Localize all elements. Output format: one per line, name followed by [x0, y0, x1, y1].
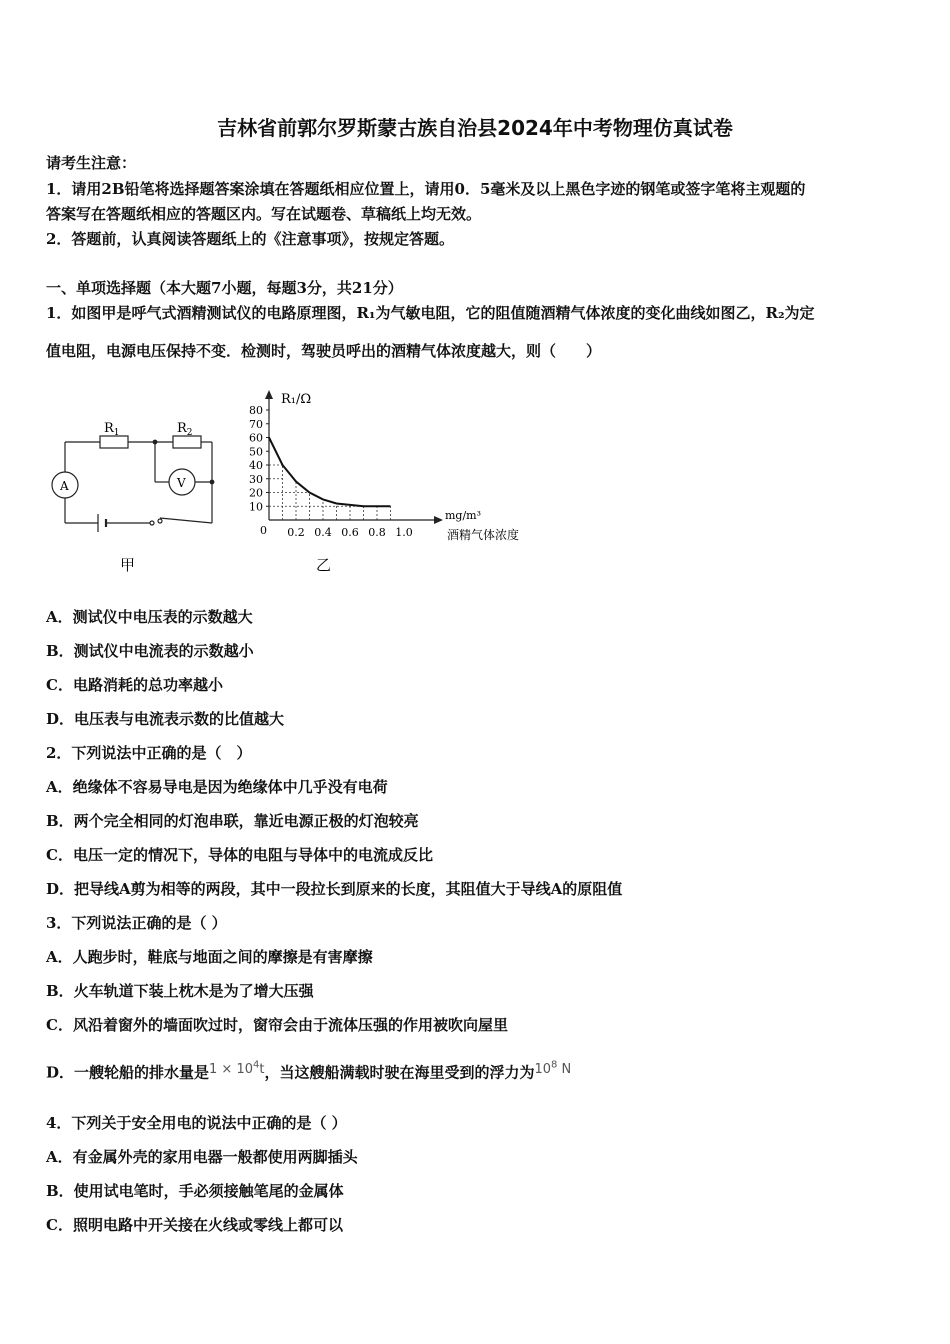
- x-tick-label: 0.6: [341, 526, 359, 539]
- x-axis-arrow: [434, 516, 443, 524]
- r1-label: $R_1$: [104, 421, 120, 438]
- q1-stem-b: 值电阻，电源电压保持不变．检测时，驾驶员呼出的酒精气体浓度越大，则（ ）: [46, 342, 602, 360]
- q2-option-c[interactable]: C．电压一定的情况下，导体的电阻与导体中的电流成反比: [46, 846, 433, 864]
- page-title: 吉林省前郭尔罗斯蒙古族自治县2024年中考物理仿真试卷: [217, 116, 733, 140]
- q3-option-d[interactable]: [46, 1060, 571, 1082]
- y-tick-labels: [249, 404, 269, 513]
- y-tick-label: 10: [249, 500, 263, 514]
- q1-option-b[interactable]: B．测试仪中电流表的示数越小: [46, 642, 254, 660]
- q3-option-b[interactable]: B．火车轨道下装上枕木是为了增大压强: [46, 982, 314, 1000]
- q3-stem: 3．下列说法正确的是（ ）: [46, 914, 227, 932]
- junction-dot: [153, 440, 158, 445]
- x-tick-label: 0.8: [368, 526, 386, 539]
- y-tick-label: 50: [249, 445, 263, 459]
- buoyancy-formula: $10^8$ N: [534, 1060, 572, 1078]
- x-axis-label: 酒精气体浓度: [447, 528, 520, 542]
- q1-figure: [40, 380, 560, 580]
- circuit-diagram: [52, 436, 212, 532]
- y-tick-label: 20: [249, 486, 263, 500]
- origin-label: 0: [260, 524, 267, 537]
- x-tick-label: 1.0: [395, 526, 413, 539]
- q1-stem-a: 1．如图甲是呼气式酒精测试仪的电路原理图，R₁为气敏电阻，它的阻值随酒精气体浓度的变化曲线如图乙，R₂为定: [46, 304, 815, 322]
- q1-option-a[interactable]: A．测试仪中电压表的示数越大: [46, 608, 253, 626]
- q2-stem: 2．下列说法中正确的是（ ）: [46, 744, 252, 762]
- r1-curve: [269, 438, 391, 507]
- q1-option-c[interactable]: C．电路消耗的总功率越小: [46, 676, 223, 694]
- chart-grid: [269, 465, 391, 520]
- resistance-chart: [249, 390, 519, 542]
- q4-option-c[interactable]: C．照明电路中开关接在火线或零线上都可以: [46, 1216, 343, 1234]
- junction-dot-2: [210, 480, 215, 485]
- q3-option-d-text-a: D．一艘轮船的排水量是: [46, 1063, 210, 1082]
- notice-item-2: 2．答题前，认真阅读答题纸上的《注意事项》，按规定答题。: [46, 230, 454, 248]
- x-axis-unit: mg/m³: [445, 509, 482, 522]
- notice-item-1a: 1．请用2B铅笔将选择题答案涂填在答题纸相应位置上，请用0．5毫米及以上黑色字迹的钢笔或签字笔将主观题的: [46, 180, 806, 198]
- displacement-formula: $1 \times 10^4t$: [209, 1060, 265, 1078]
- q3-option-d-text-b: ，当这艘船满载时驶在海里受到的浮力为: [264, 1063, 535, 1082]
- ammeter-label: A: [60, 479, 69, 493]
- switch-contact-left: [150, 521, 154, 525]
- r2-label: $R_2$: [177, 421, 193, 438]
- y-tick-label: 80: [249, 404, 263, 417]
- figure-yi-label: 乙: [316, 556, 332, 574]
- x-tick-label: 0.4: [314, 526, 332, 539]
- section-heading: 一、单项选择题（本大题7小题，每题3分，共21分）: [46, 279, 403, 297]
- q1-option-d[interactable]: D．电压表与电流表示数的比值越大: [46, 710, 285, 728]
- x-tick-labels: [287, 526, 413, 539]
- y-tick-label: 30: [249, 472, 263, 486]
- q3-option-c[interactable]: C．风沿着窗外的墙面吹过时，窗帘会由于流体压强的作用被吹向屋里: [46, 1016, 508, 1034]
- q2-option-d[interactable]: D．把导线A剪为相等的两段，其中一段拉长到原来的长度，其阻值大于导线A的原阻值: [46, 880, 623, 898]
- x-tick-label: 0.2: [287, 526, 305, 539]
- y-tick-label: 40: [249, 459, 263, 472]
- y-axis-arrow: [265, 390, 273, 399]
- q2-option-a[interactable]: A．绝缘体不容易导电是因为绝缘体中几乎没有电荷: [46, 778, 388, 796]
- q4-option-b[interactable]: B．使用试电笔时，手必须接触笔尾的金属体: [46, 1182, 344, 1200]
- y-tick-label: 70: [249, 417, 263, 431]
- q2-option-b[interactable]: B．两个完全相同的灯泡串联，靠近电源正极的灯泡较亮: [46, 812, 419, 830]
- figure-jia-label: 甲: [120, 556, 136, 574]
- notice-heading: 请考生注意：: [46, 154, 137, 172]
- q3-option-a[interactable]: A．人跑步时，鞋底与地面之间的摩擦是有害摩擦: [46, 948, 373, 966]
- y-tick-label: 60: [249, 431, 263, 445]
- notice-item-1b: 答案写在答题纸相应的答题区内。写在试题卷、草稿纸上均无效。: [46, 205, 482, 223]
- q4-option-a[interactable]: A．有金属外壳的家用电器一般都使用两脚插头: [46, 1148, 358, 1166]
- q4-stem: 4．下列关于安全用电的说法中正确的是（ ）: [46, 1114, 347, 1132]
- y-axis-label: R₁/Ω: [281, 392, 312, 407]
- switch-contact-right: [158, 519, 162, 523]
- voltmeter-label: V: [177, 476, 186, 490]
